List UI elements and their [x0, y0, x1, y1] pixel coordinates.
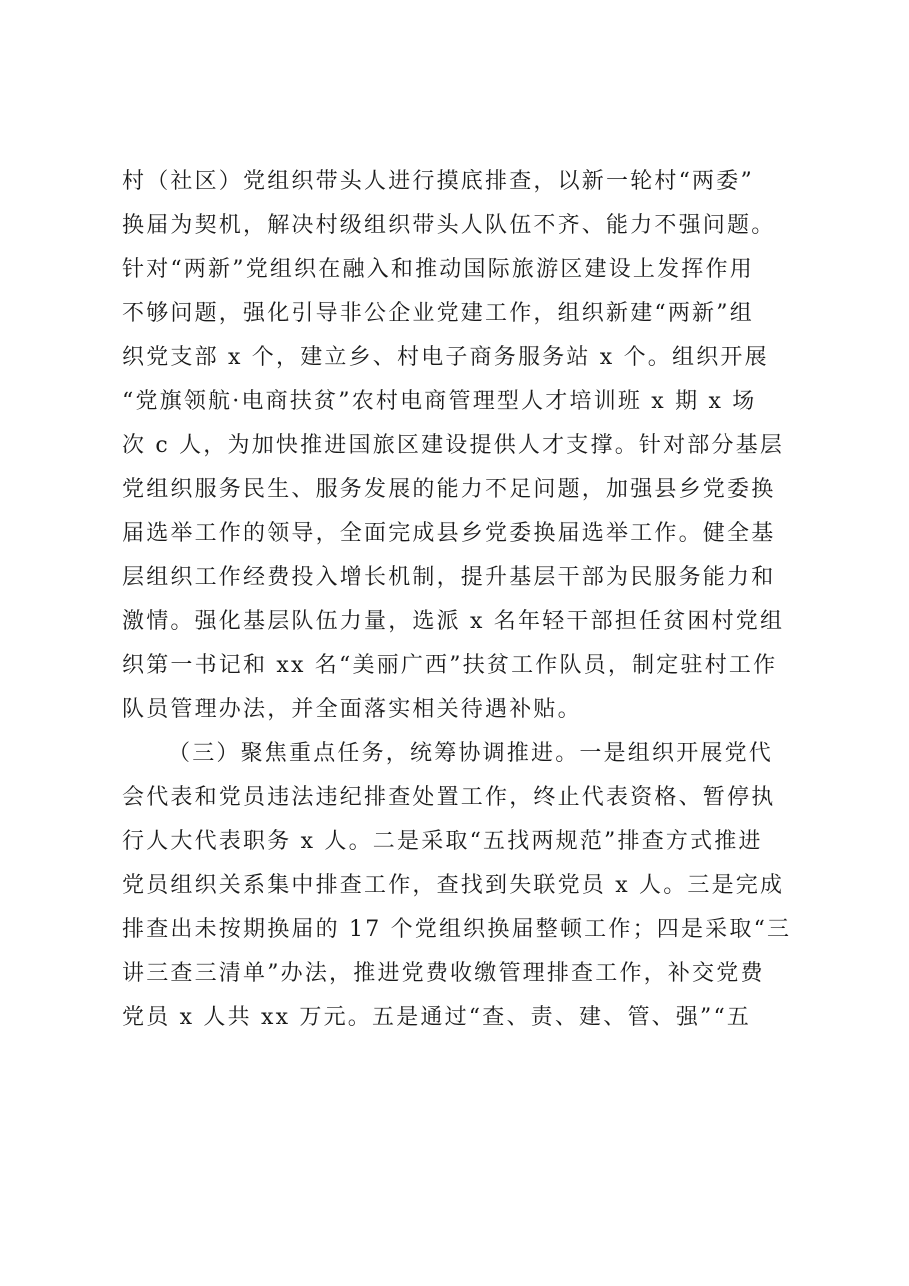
text-line: “党旗领航·电商扶贫”农村电商管理型人才培训班 x 期 x 场 [122, 389, 757, 414]
section-heading-line: （三）聚焦重点任务，统筹协调推进。一是组织开展党代 [168, 741, 774, 766]
text-line: 次 c 人，为加快推进国旅区建设提供人才支撑。针对部分基层 [122, 433, 785, 458]
text-line: 排查出未按期换届的 17 个党组织换届整顿工作；四是采取“三 [122, 917, 792, 942]
text-line: 行人大代表职务 x 人。二是采取“五找两规范”排查方式推进 [122, 829, 763, 854]
text-line: 激情。强化基层队伍力量，选派 x 名年轻干部担任贫困村党组 [122, 609, 785, 634]
text-line: 不够问题，强化引导非公企业党建工作，组织新建“两新”组 [122, 301, 754, 326]
text-line: 换届为契机，解决村级组织带头人队伍不齐、能力不强问题。 [122, 213, 776, 238]
text-line: 会代表和党员违法违纪排查处置工作，终止代表资格、暂停执 [122, 785, 776, 810]
text-line: 党员 x 人共 xx 万元。五是通过“查、责、建、管、强”“五 [122, 1005, 752, 1030]
text-line: 党员组织关系集中排查工作，查找到失联党员 x 人。三是完成 [122, 873, 785, 898]
text-line: 讲三查三清单”办法，推进党费收缴管理排查工作，补交党费 [122, 961, 765, 986]
document-body [122, 160, 802, 1040]
text-line: 村（社区）党组织带头人进行摸底排查，以新一轮村“两委” [122, 169, 754, 194]
text-line: 队员管理办法，并全面落实相关待遇补贴。 [122, 697, 582, 722]
text-line: 届选举工作的领导，全面完成县乡党委换届选举工作。健全基 [122, 521, 776, 546]
text-line: 针对“两新”党组织在融入和推动国际旅游区建设上发挥作用 [122, 257, 754, 282]
text-line: 层组织工作经费投入增长机制，提升基层干部为民服务能力和 [122, 565, 776, 590]
text-line: 织党支部 x 个，建立乡、村电子商务服务站 x 个。组织开展 [122, 345, 769, 370]
text-line: 党组织服务民生、服务发展的能力不足问题，加强县乡党委换 [122, 477, 776, 502]
text-line: 织第一书记和 xx 名“美丽广西”扶贫工作队员，制定驻村工作 [122, 653, 778, 678]
